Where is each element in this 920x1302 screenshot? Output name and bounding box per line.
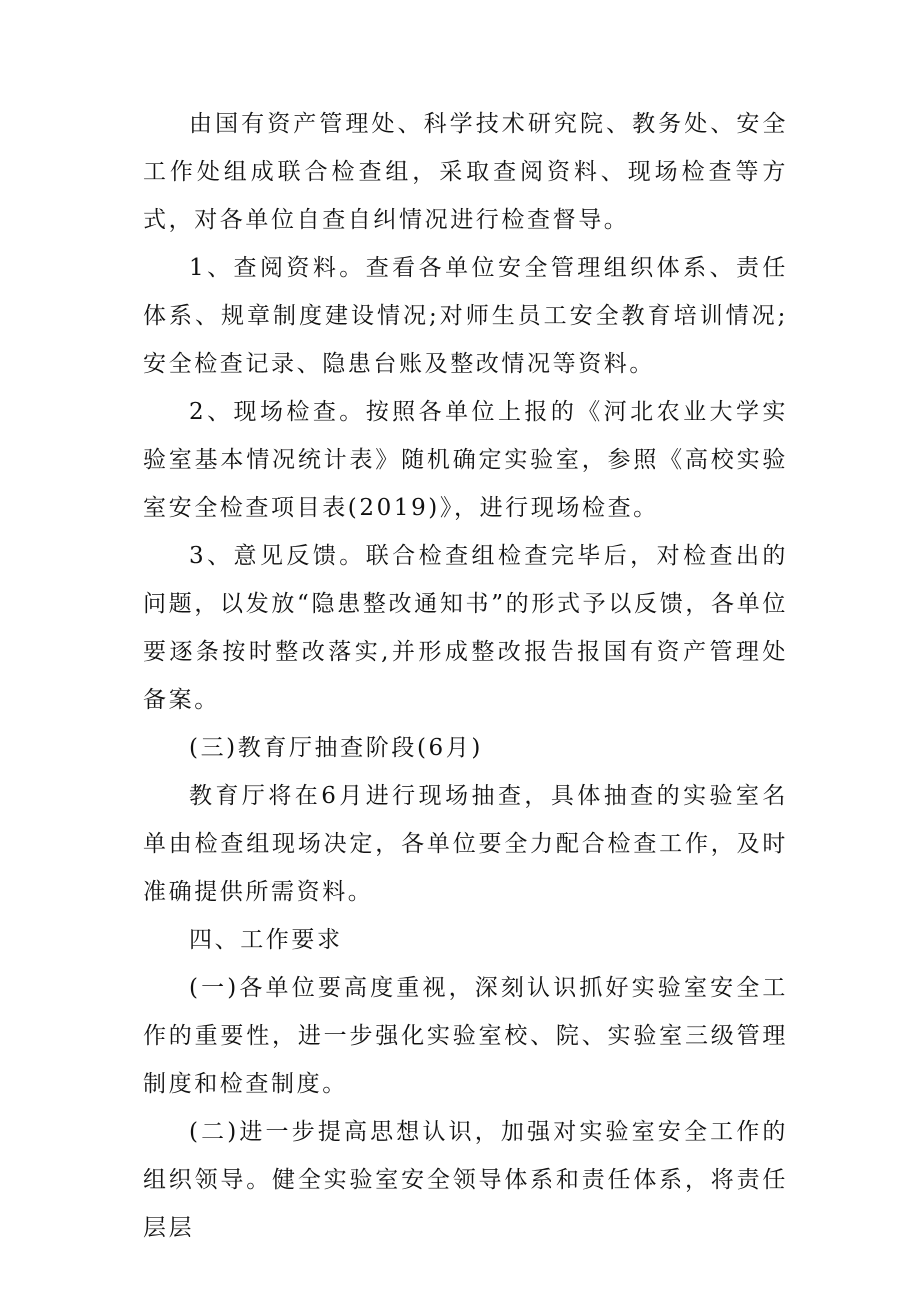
paragraph-spot-check: 教育厅将在6月进行现场抽查，具体抽查的实验室名单由检查组现场决定，各单位要全力配合检查工作，及时准确提供所需资料。	[143, 783, 788, 905]
paragraph-requirement-2: (二)进一步提高思想认识，加强对实验室安全工作的组织领导。健全实验室安全领导体系和责任体系，将责任层层	[143, 1119, 788, 1241]
document-body	[143, 100, 788, 1252]
section-heading-spot-check: (三)教育厅抽查阶段(6月)	[189, 735, 483, 761]
paragraph-review-materials: 1、查阅资料。查看各单位安全管理组织体系、责任体系、规章制度建设情况;对师生员工安全教育培训情况;安全检查记录、隐患台账及整改情况等资料。	[143, 255, 788, 377]
section-heading-work-requirements: 四、工作要求	[189, 927, 343, 953]
paragraph-feedback: 3、意见反馈。联合检查组检查完毕后，对检查出的问题，以发放“隐患整改通知书”的形式予以反馈，各单位要逐条按时整改落实,并形成整改报告报国有资产管理处备案。	[143, 543, 788, 713]
paragraph-onsite-inspection: 2、现场检查。按照各单位上报的《河北农业大学实验室基本情况统计表》随机确定实验室，参照《高校实验室安全检查项目表(2019)》，进行现场检查。	[143, 399, 788, 521]
paragraph-requirement-1: (一)各单位要高度重视，深刻认识抓好实验室安全工作的重要性，进一步强化实验室校、院、实验室三级管理制度和检查制度。	[143, 975, 788, 1097]
paragraph-joint-inspection: 由国有资产管理处、科学技术研究院、教务处、安全工作处组成联合检查组，采取查阅资料、现场检查等方式，对各单位自查自纠情况进行检查督导。	[143, 111, 788, 233]
